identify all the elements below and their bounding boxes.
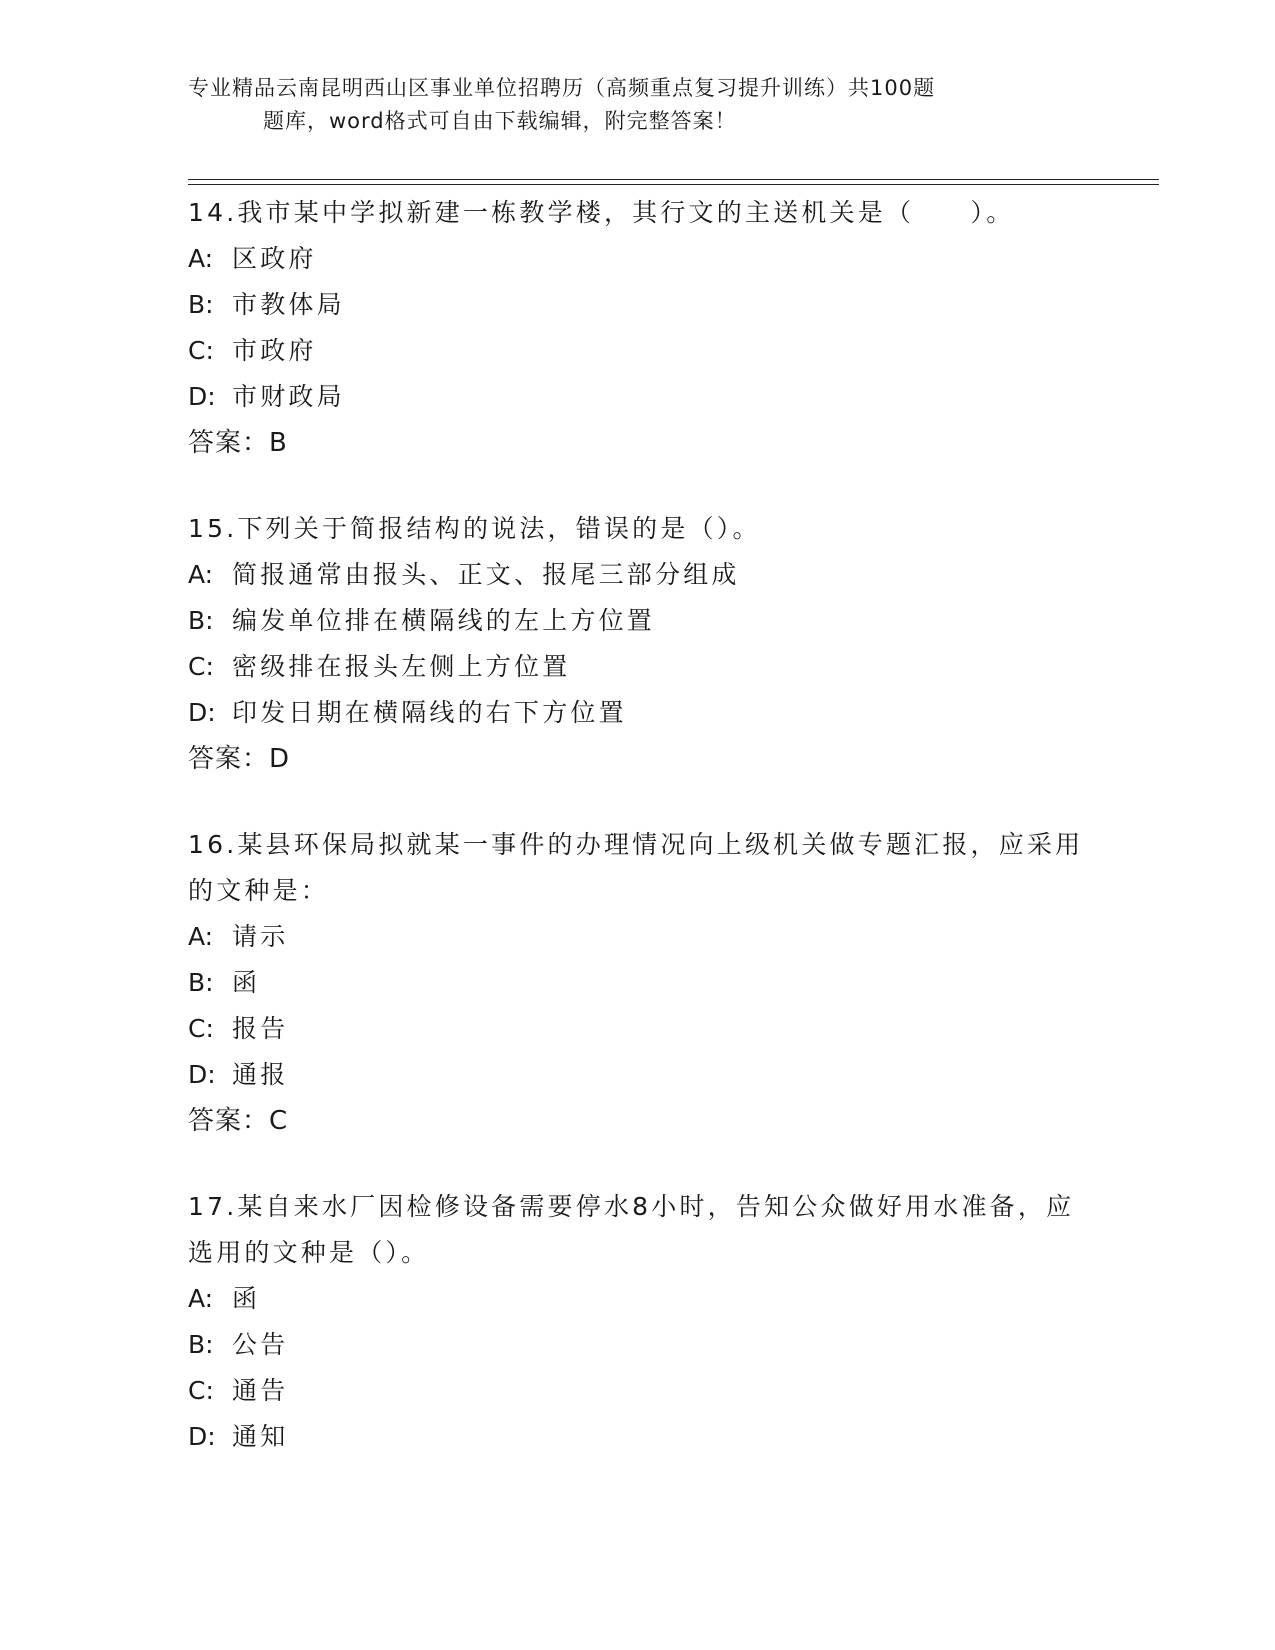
option-text: 区政府 [232,244,317,273]
option-key: A: [188,922,214,951]
option-key: C: [188,1376,214,1405]
answer-line: 答案：D [188,744,291,774]
question-17 [188,1184,1088,1460]
option-d [188,374,1088,420]
option-key: B: [188,1330,214,1359]
option-key: C: [188,652,214,681]
question-text: 14.我市某中学拟新建一栋教学楼，其行文的主送机关是（ ）。 [188,198,1015,227]
option-text: 市教体局 [232,290,345,319]
answer-line: 答案：B [188,428,288,458]
option-a [188,914,1088,960]
option-text: 函 [232,1284,261,1313]
header-divider-top [188,179,1159,180]
option-a [188,236,1088,282]
header-divider-bottom [188,184,1159,185]
question-14 [188,190,1088,466]
option-key: A: [188,244,214,273]
option-b [188,282,1088,328]
option-b [188,598,1088,644]
question-16 [188,822,1088,1144]
answer-line: 答案：C [188,1106,289,1136]
header-title-line-2: 题库，word格式可自由下载编辑，附完整答案！ [263,109,737,133]
option-text: 公告 [232,1330,289,1359]
header-title-line-1: 专业精品云南昆明西山区事业单位招聘历（高频重点复习提升训练）共100题 [188,76,936,100]
option-key: D: [188,1422,216,1451]
question-text: 15.下列关于简报结构的说法，错误的是（）。 [188,514,761,543]
option-key: B: [188,290,214,319]
option-key: C: [188,336,214,365]
option-key: C: [188,1014,214,1043]
question-list [188,190,1088,1500]
option-key: A: [188,1284,214,1313]
option-a [188,1276,1088,1322]
option-text: 报告 [232,1014,289,1043]
option-text: 市政府 [232,336,317,365]
option-c [188,644,1088,690]
option-text: 通告 [232,1376,289,1405]
option-d [188,1052,1088,1098]
option-c [188,1006,1088,1052]
option-c [188,328,1088,374]
option-text: 通报 [232,1060,289,1089]
option-text: 编发单位排在横隔线的左上方位置 [232,606,656,635]
option-d [188,690,1088,736]
option-text: 市财政局 [232,382,345,411]
option-a [188,552,1088,598]
option-b [188,1322,1088,1368]
option-key: D: [188,1060,216,1089]
option-text: 请示 [232,922,289,951]
option-b [188,960,1088,1006]
option-text: 函 [232,968,261,997]
option-text: 简报通常由报头、正文、报尾三部分组成 [232,560,740,589]
option-c [188,1368,1088,1414]
option-key: B: [188,606,214,635]
option-text: 密级排在报头左侧上方位置 [232,652,571,681]
question-15 [188,506,1088,782]
option-key: A: [188,560,214,589]
question-text: 16.某县环保局拟就某一事件的办理情况向上级机关做专题汇报，应采用的文种是： [188,830,1084,905]
option-d [188,1414,1088,1460]
option-key: B: [188,968,214,997]
option-key: D: [188,698,216,727]
option-text: 印发日期在横隔线的右下方位置 [232,698,627,727]
option-text: 通知 [232,1422,289,1451]
document-header [188,72,1088,138]
option-key: D: [188,382,216,411]
question-text: 17.某自来水厂因检修设备需要停水8小时，告知公众做好用水准备，应选用的文种是（）。 [188,1192,1075,1267]
